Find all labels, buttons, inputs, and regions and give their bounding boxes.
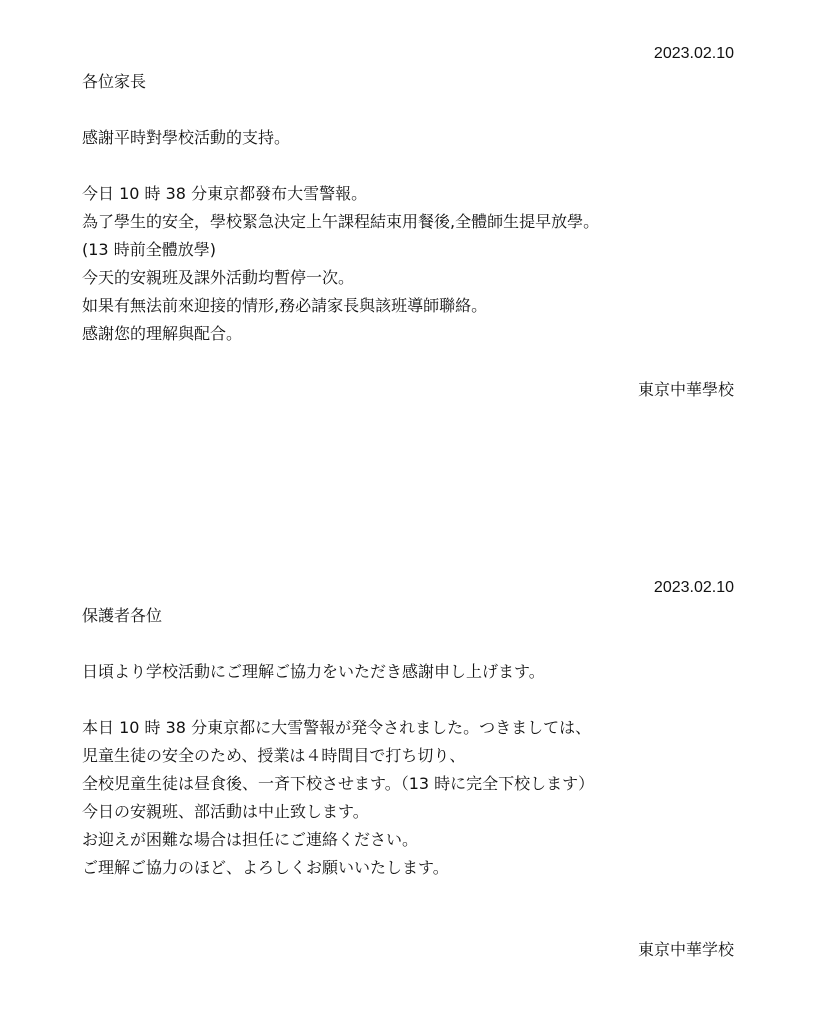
- body-line: 如果有無法前來迎接的情形,務必請家長與該班導師聯絡。: [82, 296, 488, 315]
- body-line: 為了學生的安全，學校緊急決定上午課程結束用餐後,全體師生提早放學。: [82, 212, 600, 231]
- school-signature: 東京中華學校: [637, 380, 734, 399]
- intro-text: 日頃より学校活動にご理解ご協力をいただき感謝申し上げます。: [82, 662, 545, 681]
- body-line: 児童生徒の安全のため、授業は４時間目で打ち切り、: [82, 746, 466, 765]
- body-line: ご理解ご協力のほど、よろしくお願いいたします。: [82, 858, 449, 877]
- notice-body: [82, 714, 734, 882]
- salutation: 保護者各位: [82, 606, 163, 625]
- school-signature: 東京中華学校: [637, 940, 734, 959]
- notice-japanese: [82, 574, 734, 964]
- intro-text: 感謝平時對學校活動的支持。: [82, 128, 291, 147]
- notice-body: [82, 180, 734, 348]
- body-line: 今天的安親班及課外活動均暫停一次。: [82, 268, 355, 287]
- salutation: 各位家長: [82, 72, 147, 91]
- body-line: (13 時前全體放學): [82, 240, 216, 259]
- body-line: 今日の安親班、部活動は中止致します。: [82, 802, 369, 821]
- body-line: お迎えが困難な場合は担任にご連絡ください。: [82, 830, 419, 849]
- notice-date: 2023.02.10: [653, 45, 734, 62]
- body-line: 本日 10 時 38 分東京都に大雪警報が発令されました。つきましては、: [82, 718, 592, 737]
- body-line: 感謝您的理解與配合。: [82, 324, 243, 343]
- body-line: 全校児童生徒は昼食後、一斉下校させます。（13 時に完全下校します）: [82, 774, 595, 793]
- notice-chinese: [82, 40, 734, 404]
- notice-date: 2023.02.10: [653, 579, 734, 596]
- body-line: 今日 10 時 38 分東京都發布大雪警報。: [82, 184, 368, 203]
